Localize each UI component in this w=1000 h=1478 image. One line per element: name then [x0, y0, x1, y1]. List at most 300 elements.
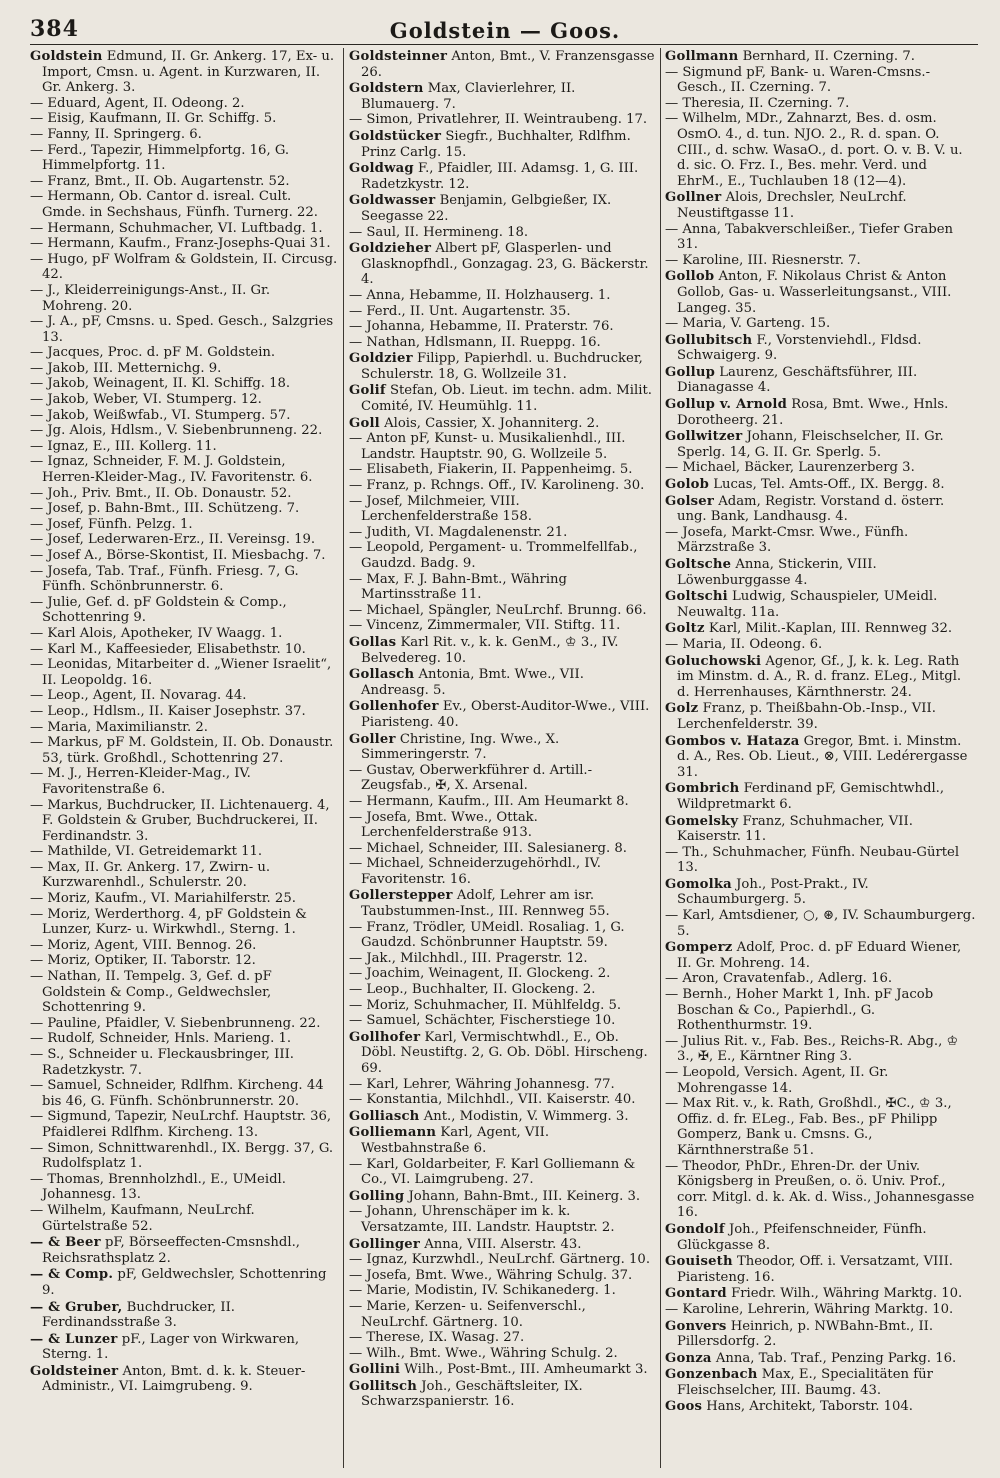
entry-details: — Ignaz, E., III. Kollerg. 11.: [30, 438, 217, 454]
directory-entry: [349, 1077, 655, 1093]
entry-details: — Franz, p. Rchngs. Off., IV. Karolineng. 30.: [349, 478, 645, 494]
entry-surname: Goller: [349, 731, 396, 747]
directory-entry: [349, 920, 655, 951]
directory-entry: [349, 667, 655, 698]
entry-surname: Gollner: [665, 190, 722, 206]
directory-entry: [665, 96, 977, 112]
entry-details: Filipp, Papierhdl. u. Buchdrucker, Schulerstr. 18, G. Wollzeile 31.: [361, 351, 643, 382]
entry-details: — Jg. Alois, Hdlsm., V. Siebenbrunneng. 22.: [30, 423, 323, 439]
directory-entry: [349, 431, 655, 462]
entry-details: — J., Kleiderreinigungs-Anst., II. Gr. Mohreng. 20.: [30, 282, 271, 314]
directory-entry: [665, 814, 977, 845]
entry-details: Anton, F. Nikolaus Christ & Anton Gollob, Gas- u. Wasserleitungsanst., VIII. Langeg. 35.: [677, 269, 952, 316]
entry-details: Theodor, Off. i. Versatzamt, VIII. Piaristeng. 16.: [677, 1254, 953, 1285]
directory-entry: [665, 908, 977, 939]
entry-details: — Anton pF, Kunst- u. Musikalienhdl., III. Landstr. Hauptstr. 90, G. Wollzeile 5.: [349, 431, 626, 462]
entry-surname: Gonvers: [665, 1318, 727, 1334]
directory-entry: [349, 1237, 655, 1253]
directory-entry: [30, 595, 338, 626]
entry-details: Ludwig, Schauspieler, UMeidl. Neuwaltg. 11a.: [677, 589, 938, 620]
entry-details: — Vincenz, Zimmermaler, VII. Stiftg. 11.: [349, 618, 621, 634]
directory-entry: [349, 1013, 655, 1029]
directory-entry: [349, 288, 655, 304]
directory-entry: [349, 241, 655, 288]
directory-entry: [30, 626, 338, 642]
entry-surname: Goldwag: [349, 161, 414, 177]
entry-details: — Nathan, Hdlsmann, II. Ruepрg. 16.: [349, 334, 601, 350]
directory-entry: [349, 1125, 655, 1156]
directory-entry: [349, 478, 655, 494]
entry-details: Johann, Bahn-Bmt., III. Keinerg. 3.: [408, 1188, 641, 1204]
directory-entry: [349, 319, 655, 335]
entry-details: Agenor, Gf., J, k. k. Leg. Rath im Minstm. d. A., R. d. franz. ELeg., Mitgl. d. Herrenhauses, Kärnthnerstr. 24.: [677, 653, 962, 700]
entry-surname: Golz: [665, 701, 699, 717]
entry-details: — M. J., Herren-Kleider-Mag., IV. Favoritenstraße 6.: [30, 766, 251, 797]
directory-entry: [30, 891, 338, 907]
directory-entry: [665, 111, 977, 189]
entry-surname: Gondolf: [665, 1221, 725, 1237]
entry-details: F., Pfaidler, III. Adamsg. 1, G. III. Radetzkystr. 12.: [361, 161, 639, 192]
entry-details: Karl, Agent, VII. Westbahnstraße 6.: [361, 1125, 550, 1156]
entry-details: — Leopold, Versich. Agent, II. Gr. Mohrengasse 14.: [665, 1065, 889, 1096]
entry-details: — Judith, VI. Magdalenenstr. 21.: [349, 524, 568, 540]
directory-entry: [665, 971, 977, 987]
directory-entry: [30, 501, 338, 517]
entry-details: — Jakob, Weinagent, II. Kl. Schiffg. 18.: [30, 376, 291, 392]
entry-surname: — & Comp.: [30, 1267, 114, 1283]
entry-details: — Josef, p. Bahn-Bmt., III. Schützeng. 7.: [30, 501, 300, 517]
entry-details: — Samuel, Schächter, Fischerstiege 10.: [349, 1013, 616, 1029]
directory-entry: [30, 766, 338, 797]
entry-surname: Gomelsky: [665, 813, 739, 829]
directory-entry: [349, 304, 655, 320]
entry-details: — Wilhelm, Kaufmann, NeuLrchf. Gürtelstraße 52.: [30, 1202, 255, 1234]
directory-entry: [665, 525, 977, 556]
entry-details: — Leop., Hdlsm., II. Kaiser Josephstr. 37.: [30, 703, 306, 719]
entry-details: Ferdinand pF, Gemischtwhdl., Wildpretmarkt 6.: [677, 781, 945, 812]
directory-entry: [665, 701, 977, 732]
directory-entry: [665, 1222, 977, 1253]
entry-details: — Th., Schuhmacher, Fünfh. Neubau-Gürtel 13.: [665, 844, 960, 876]
entry-surname: Goldsteinner: [349, 49, 448, 64]
entry-details: — Moriz, Werderthorg. 4, pF Goldstein & Lunzer, Kurz- u. Wirkwhdl., Sterng. 1.: [30, 906, 307, 938]
entry-details: — Aron, Cravatenfab., Adlerg. 16.: [665, 971, 893, 987]
entry-surname: — & Gruber,: [30, 1299, 123, 1315]
entry-details: — Anna, Tabakverschleißer., Tiefer Graben 31.: [665, 221, 953, 253]
directory-entry: [30, 49, 338, 96]
entry-details: — Franz, Trödler, UMeidl. Rosaliag. 1, G. Gaudzd. Schönbrunner Hauptstr. 59.: [349, 919, 625, 951]
directory-entry: [665, 734, 977, 781]
entry-details: Karl, Milit.-Kaplan, III. Rennweg 32.: [708, 621, 953, 637]
entry-details: — Simon, Privatlehrer, II. Weintraubeng. 17.: [349, 112, 648, 128]
entry-surname: Gollini: [349, 1362, 401, 1378]
directory-entry: [30, 798, 338, 845]
entry-details: — Josefa, Tab. Traf., Fünfh. Friesg. 7, G. Fünfh. Schönbrunnerstr. 6.: [30, 563, 299, 595]
directory-entry: [30, 174, 338, 190]
directory-entry: [30, 454, 338, 485]
directory-entry: [30, 532, 338, 548]
directory-entry: [349, 841, 655, 857]
directory-entry: [349, 1346, 655, 1362]
entry-details: Adolf, Lehrer am isr. Taubstummen-Inst., III. Rennweg 55.: [361, 888, 610, 920]
directory-entry: [30, 408, 338, 424]
entry-details: Heinrich, p. NWBahn-Bmt., II. Pillersdorfg. 2.: [677, 1318, 934, 1350]
entry-details: Rosa, Bmt. Wwe., Hnls. Dorotheerg. 21.: [677, 397, 949, 428]
column-2: [349, 48, 655, 1470]
entry-details: Anna, VIII. Alserstr. 43.: [424, 1236, 582, 1252]
entry-details: — Anna, Hebamme, II. Holzhauserg. 1.: [349, 287, 611, 303]
directory-entry: [30, 720, 338, 736]
entry-surname: Gollerstepper: [349, 888, 453, 904]
directory-entry: [30, 486, 338, 502]
entry-surname: Golser: [665, 493, 715, 509]
entry-details: — Michael, Schneider, III. Salesianerg. 8.: [349, 840, 627, 856]
directory-entry: [665, 987, 977, 1034]
directory-entry: [349, 1030, 655, 1077]
directory-entry: [349, 888, 655, 919]
entry-surname: Gollenhofer: [349, 699, 439, 715]
entry-surname: — & Lunzer: [30, 1331, 118, 1347]
entry-details: Hans, Architekt, Taborstr. 104.: [706, 1399, 913, 1415]
directory-entry: [30, 1364, 338, 1395]
entry-details: — Max Rit. v., k. Rath, Großhdl., ✠C., ♔ 3., Offiz. d. fr. ELeg., Fab. Bes., pF Philipp Gomperz, Bank u. Cmsns. G., Kärnthnerstraße 51.: [665, 1096, 952, 1158]
directory-entry: [349, 732, 655, 763]
directory-entry: [349, 998, 655, 1014]
directory-entry: [349, 1189, 655, 1205]
directory-entry: [30, 642, 338, 658]
entry-surname: Goltschi: [665, 589, 728, 605]
directory-entry: [30, 657, 338, 688]
directory-entry: [30, 111, 338, 127]
entry-details: — Josefa, Bmt. Wwe., Währing Schulg. 37.: [349, 1267, 633, 1283]
directory-entry: [665, 781, 977, 812]
directory-entry: [349, 525, 655, 541]
entry-surname: Goltsche: [665, 557, 732, 572]
entry-details: — Theresia, II. Czerning. 7.: [665, 95, 850, 111]
directory-entry: [30, 345, 338, 361]
entry-details: — Karoline, Lehrerin, Währing Marktg. 10.: [665, 1301, 954, 1317]
entry-surname: Gollwitzer: [665, 429, 743, 445]
entry-details: — Johanna, Hebamme, II. Praterstr. 76.: [349, 319, 614, 335]
entry-details: — Karl, Amtsdiener, ○, ⊛, IV. Schaumburgerg. 5.: [665, 908, 976, 939]
entry-details: Anna, Stickerin, VIII. Löwenburggasse 4.: [677, 557, 877, 588]
entry-details: Friedr. Wilh., Währing Marktg. 10.: [731, 1286, 963, 1302]
directory-entry: [30, 392, 338, 408]
entry-details: Siegfr., Buchhalter, Rdlfhm. Prinz Carlg. 15.: [361, 128, 631, 160]
entry-details: — Thomas, Brennholzhdl., E., UMeidl. Johannesg. 13.: [30, 1171, 286, 1203]
directory-entry: [665, 589, 977, 620]
directory-entry: [30, 1047, 338, 1078]
entry-details: — Ferd., Tapezir, Himmelpfortg. 16, G. Himmelpfortg. 11.: [30, 142, 290, 174]
entry-details: — Rudolf, Schneider, Hnls. Marieng. 1.: [30, 1031, 292, 1047]
directory-entry: [30, 517, 338, 533]
entry-surname: Goldzier: [349, 351, 413, 367]
directory-entry: [349, 1283, 655, 1299]
directory-entry: [349, 1109, 655, 1125]
directory-entry: [349, 572, 655, 603]
entry-details: — Josef A., Börse-Skontist, II. Miesbachg. 7.: [30, 548, 326, 563]
directory-entry: [665, 1302, 977, 1318]
entry-surname: Gouiseth: [665, 1254, 733, 1270]
column-divider: [343, 48, 344, 1468]
entry-details: — Konstantia, Milchhdl., VII. Kaiserstr. 40.: [349, 1092, 636, 1108]
entry-details: — Sigmund pF, Bank- u. Waren-Cmsns.-Gesch., II. Czerning. 7.: [665, 64, 931, 96]
directory-entry: [665, 1319, 977, 1350]
entry-details: — Markus, Buchdrucker, II. Lichtenauerg. 4, F. Goldstein & Gruber, Buchdruckerei, II. Ferdinandstr. 3.: [30, 797, 330, 844]
directory-entry: [665, 1065, 977, 1096]
directory-entry: [349, 49, 655, 80]
directory-entry: [349, 794, 655, 810]
directory-entry: [30, 314, 338, 345]
directory-entry: [349, 1157, 655, 1188]
directory-entry: [30, 252, 338, 283]
directory-entry: [30, 423, 338, 439]
directory-entry: [349, 1204, 655, 1235]
entry-details: Alois, Drechsler, NeuLrchf. Neustiftgasse 11.: [677, 190, 907, 221]
entry-details: — Moriz, Kaufm., VI. Mariahilferstr. 25.: [30, 891, 296, 907]
entry-surname: Goldstein: [30, 49, 103, 64]
directory-entry: [30, 1267, 338, 1298]
directory-entry: [665, 845, 977, 876]
entry-details: — Franz, Bmt., II. Ob. Augartenstr. 52.: [30, 173, 290, 189]
entry-surname: Golif: [349, 383, 386, 399]
entry-details: Albert pF, Glasperlen- und Glasknopfhdl., Gonzagag. 23, G. Bäckerstr. 4.: [361, 241, 649, 288]
directory-entry: [665, 316, 977, 332]
entry-details: — Mathilde, VI. Getreidemarkt 11.: [30, 844, 263, 860]
entry-details: pF, Börseeffecten-Cmsnshdl., Reichsrathsplatz 2.: [42, 1235, 300, 1266]
directory-entry: [665, 940, 977, 971]
entry-details: Laurenz, Geschäftsführer, III. Dianagasse 4.: [677, 364, 918, 396]
entry-details: Anton, Bmt. d. k. k. Steuer-Administr., VI. Laimgrubeng. 9.: [42, 1363, 306, 1395]
directory-entry: [349, 1330, 655, 1346]
entry-surname: Goos: [665, 1399, 703, 1415]
directory-entry: [349, 540, 655, 571]
entry-details: Max, Clavierlehrer, II. Blumauerg. 7.: [361, 81, 576, 112]
directory-entry: [665, 1351, 977, 1367]
entry-details: — Hermann, Kaufm., III. Am Heumarkt 8.: [349, 793, 629, 809]
entry-surname: Goldzieher: [349, 241, 432, 257]
entry-details: — Theodor, PhDr., Ehren-Dr. der Univ. Königsberg in Preußen, o. ö. Univ. Prof., corr. Mitgl. d. k. Ak. d. Wiss., Johannesgasse 16.: [665, 1158, 975, 1221]
directory-entry: [30, 735, 338, 766]
directory-entry: [30, 1300, 338, 1331]
directory-entry: [30, 860, 338, 891]
entry-details: Adam, Registr. Vorstand d. österr. ung. Bank, Landhausg. 4.: [677, 493, 945, 525]
directory-entry: [665, 65, 977, 96]
directory-entry: [665, 253, 977, 269]
directory-entry: [665, 365, 977, 396]
entry-surname: Goltz: [665, 621, 705, 637]
entry-details: — Elisabeth, Fiakerin, II. Pappenheimg. 5.: [349, 462, 633, 478]
entry-details: — Julie, Gef. d. pF Goldstein & Comp., Schottenring 9.: [30, 594, 287, 626]
directory-entry: [349, 699, 655, 730]
directory-entry: [30, 844, 338, 860]
entry-details: Joh., Post-Prakt., IV. Schaumburgerg. 5.: [677, 876, 869, 908]
entry-details: — Michael, Spängler, NeuLrchf. Brunng. 66.: [349, 602, 647, 618]
entry-details: — Jakob, Weißwfab., VI. Stumperg. 57.: [30, 407, 291, 423]
entry-details: Johann, Fleischselcher, II. Gr. Sperlg. 14, G. II. Gr. Sperlg. 5.: [677, 429, 944, 460]
directory-entry: [349, 383, 655, 414]
entry-details: Christine, Ing. Wwe., X. Simmeringerstr. 7.: [361, 731, 560, 763]
directory-entry: [30, 969, 338, 1016]
directory-entry: [349, 982, 655, 998]
entry-surname: Golliasch: [349, 1108, 420, 1124]
entry-details: Anna, Tab. Traf., Penzing Parkg. 16.: [715, 1350, 957, 1366]
directory-entry: [349, 763, 655, 794]
entry-details: — Wilh., Bmt. Wwe., Währing Schulg. 2.: [349, 1345, 618, 1361]
directory-entry: [665, 1254, 977, 1285]
entry-details: Stefan, Ob. Lieut. im techn. adm. Milit. Comité, IV. Heumühlg. 11.: [361, 383, 652, 415]
entry-details: F., Vorstenviehdl., Fldsd. Schwaigerg. 9.: [677, 332, 922, 364]
directory-entry: [30, 221, 338, 237]
entry-surname: Gollmann: [665, 49, 739, 64]
page-number: 384: [30, 16, 79, 42]
entry-details: Ev., Oberst-Auditor-Wwe., VIII. Piaristeng. 40.: [361, 699, 650, 730]
directory-entry: [665, 654, 977, 701]
entry-details: — Johann, Uhrenschäper im k. k. Versatzamte, III. Landstr. Hauptstr. 2.: [349, 1204, 615, 1235]
entry-details: Alois, Cassier, X. Johanniterg. 2.: [384, 415, 600, 431]
entry-details: — Josef, Lederwaren-Erz., II. Vereinsg. 19.: [30, 532, 316, 548]
entry-surname: Golliemann: [349, 1125, 437, 1141]
directory-entry: [349, 193, 655, 224]
directory-entry: [30, 439, 338, 455]
directory-entry: [665, 494, 977, 525]
page-header: [30, 14, 980, 44]
entry-details: — Samuel, Schneider, Rdlfhm. Kircheng. 44 bis 46, G. Fünfh. Schönbrunnerstr. 20.: [30, 1078, 324, 1109]
entry-details: — Jak., Milchhdl., III. Pragerstr. 12.: [349, 950, 588, 966]
entry-details: — Michael, Schneiderzugehörhdl., IV. Favoritenstr. 16.: [349, 856, 601, 887]
entry-details: — Maria, Maximilianstr. 2.: [30, 719, 208, 735]
entry-details: Benjamin, Gelbgießer, IX. Seegasse 22.: [361, 193, 612, 224]
directory-entry: [30, 907, 338, 938]
directory-entry: [349, 951, 655, 967]
directory-entry: [349, 129, 655, 160]
directory-entry: [665, 477, 977, 493]
entry-details: Joh., Pfeifenschneider, Fünfh. Glückgasse 8.: [677, 1221, 927, 1253]
directory-entry: [349, 494, 655, 525]
directory-entry: [30, 127, 338, 143]
entry-details: — Leopold, Pergament- u. Trommelfellfab., Gaudzd. Badg. 9.: [349, 540, 638, 571]
directory-entry: [665, 1096, 977, 1158]
entry-details: Franz, Schuhmacher, VII. Kaiserstr. 11.: [677, 813, 913, 845]
directory-entry: [349, 112, 655, 128]
directory-entry: [349, 161, 655, 192]
directory-entry: [30, 548, 338, 564]
entry-details: — Ignaz, Schneider, F. M. J. Goldstein, Herren-Kleider-Mag., IV. Favoritenstr. 6.: [30, 454, 313, 486]
column-divider: [660, 48, 661, 1468]
entry-details: — Karl, Goldarbeiter, F. Karl Golliemann & Co., VI. Laimgrubeng. 27.: [349, 1156, 636, 1188]
entry-details: Lucas, Tel. Amts-Off., IX. Bergg. 8.: [713, 477, 945, 493]
entry-details: — Ferd., II. Unt. Augartenstr. 35.: [349, 303, 571, 319]
entry-surname: Gombrich: [665, 781, 740, 797]
entry-surname: Gollitsch: [349, 1378, 418, 1394]
directory-entry: [349, 335, 655, 351]
entry-details: — Karl Alois, Apotheker, IV Waagg. 1.: [30, 625, 283, 641]
directory-entry: [30, 1016, 338, 1032]
entry-details: — Bernh., Hoher Markt 1, Inh. pF Jacob Boschan & Co., Papierhdl., G. Rothenthurmstr. 19.: [665, 987, 934, 1034]
directory-entry: [30, 1141, 338, 1172]
entry-details: — Eduard, Agent, II. Odeong. 2.: [30, 95, 245, 111]
entry-details: — Jacques, Proc. d. pF M. Goldstein.: [30, 345, 276, 361]
entry-surname: Gonzenbach: [665, 1367, 758, 1383]
entry-details: — Jakob, Weber, VI. Stumperg. 12.: [30, 392, 262, 408]
entry-details: Antonia, Bmt. Wwe., VII. Andreasg. 5.: [361, 667, 584, 698]
entry-details: — Hermann, Schuhmacher, VI. Luftbadg. 1.: [30, 220, 323, 236]
entry-surname: Gollubitsch: [665, 332, 753, 348]
entry-details: Gregor, Bmt. i. Minstm. d. A., Res. Ob. Lieut., ⊗, VIII. Ledérergasse 31.: [677, 733, 968, 780]
directory-entry: [30, 953, 338, 969]
directory-entry: [665, 49, 977, 65]
directory-entry: [349, 1092, 655, 1108]
directory-entry: [349, 603, 655, 619]
entry-details: — Hermann, Kaufm., Franz-Josephs-Quai 31.: [30, 236, 331, 252]
entry-details: Franz, p. Theißbahn-Ob.-Insp., VII. Lerchenfelderstr. 39.: [677, 701, 936, 732]
directory-entry: [30, 236, 338, 252]
entry-details: Karl Rit. v., k. k. GenM., ♔ 3., IV. Belvedereg. 10.: [361, 634, 619, 666]
entry-surname: Gonza: [665, 1350, 712, 1366]
entry-surname: Gollup v. Arnold: [665, 397, 787, 413]
entry-details: — Hugo, pF Wolfram & Goldstein, II. Circusg. 42.: [30, 251, 338, 283]
directory-entry: [30, 938, 338, 954]
entry-surname: Golob: [665, 477, 710, 493]
entry-details: — Fanny, II. Springerg. 6.: [30, 126, 202, 142]
entry-surname: Gollob: [665, 269, 715, 285]
directory-entry: [665, 637, 977, 653]
entry-details: — Leop., Buchhalter, II. Glockeng. 2.: [349, 982, 596, 998]
entry-details: — Jakob, III. Metternichg. 9.: [30, 360, 222, 376]
entry-details: — Eisig, Kaufmann, II. Gr. Schiffg. 5.: [30, 111, 277, 127]
entry-surname: Goldstern: [349, 81, 424, 97]
entry-details: — Karoline, III. Riesnerstr. 7.: [665, 252, 861, 268]
directory-entry: [30, 564, 338, 595]
directory-entry: [30, 1031, 338, 1047]
directory-entry: [665, 1034, 977, 1065]
entry-details: Adolf, Proc. d. pF Eduard Wiener, II. Gr. Mohreng. 14.: [677, 940, 962, 971]
entry-details: — Marie, Kerzen- u. Seifenverschl., NeuLrchf. Gärtnerg. 10.: [349, 1298, 586, 1330]
column-3: [665, 48, 977, 1470]
entry-details: — Max, F. J. Bahn-Bmt., Währing Martinsstraße 11.: [349, 571, 567, 603]
directory-entry: [665, 333, 977, 364]
entry-details: — Saul, II. Hermineng. 18.: [349, 224, 529, 240]
entry-details: — S., Schneider u. Fleckausbringer, III. Radetzkystr. 7.: [30, 1047, 294, 1078]
entry-surname: Gomperz: [665, 940, 733, 956]
entry-details: — Josef, Milchmeier, VIII. Lerchenfelderstraße 158.: [349, 493, 532, 525]
entry-surname: Gollasch: [349, 667, 415, 683]
entry-details: Karl, Vermischtwhdl., E., Ob. Döbl. Neustiftg. 2, G. Ob. Döbl. Hirscheng. 69.: [361, 1029, 648, 1076]
entry-details: — Joh., Priv. Bmt., II. Ob. Donaustr. 52.: [30, 485, 292, 501]
running-head: Goldstein — Goos.: [389, 18, 621, 43]
entry-details: — Josef, Fünfh. Pelzg. 1.: [30, 516, 193, 532]
directory-entry: [665, 460, 977, 476]
directory-entry: [349, 1379, 655, 1410]
entry-details: pF., Lager von Wirkwaren, Sterng. 1.: [42, 1331, 300, 1363]
directory-entry: [665, 190, 977, 221]
directory-entry: [349, 635, 655, 666]
directory-entry: [665, 1399, 977, 1415]
entry-surname: Gombos v. Hataza: [665, 733, 800, 749]
directory-entry: [665, 1286, 977, 1302]
directory-entry: [665, 269, 977, 316]
entry-surname: Goluchowski: [665, 653, 762, 669]
entry-details: — Marie, Modistin, IV. Schikanederg. 1.: [349, 1283, 616, 1299]
directory-entry: [665, 621, 977, 637]
directory-entry: [30, 704, 338, 720]
entry-details: pF, Geldwechsler, Schottenring 9.: [42, 1267, 327, 1298]
entry-details: — Karl M., Kaffeesieder, Elisabethstr. 10.: [30, 641, 306, 657]
directory-entry: [349, 1268, 655, 1284]
directory-entry: [665, 397, 977, 428]
entry-details: — Leop., Agent, II. Novarag. 44.: [30, 688, 247, 704]
directory-entry: [30, 376, 338, 392]
